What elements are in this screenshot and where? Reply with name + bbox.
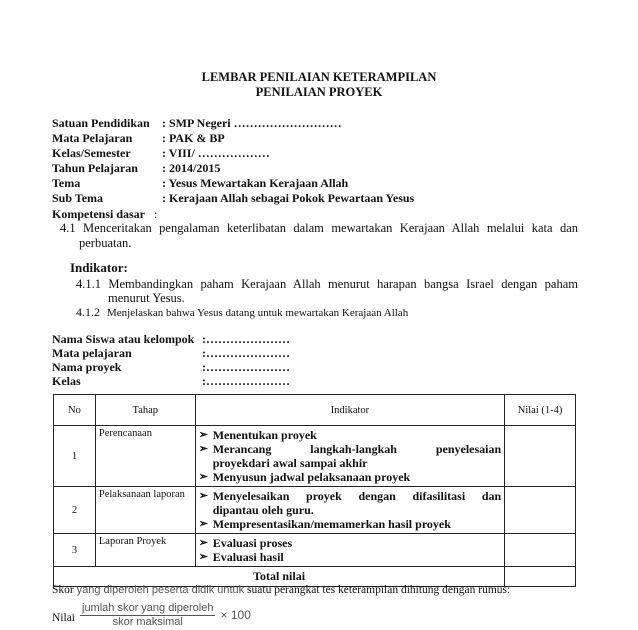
header-tahap: Tahap <box>95 395 195 426</box>
meta-label: Tema <box>52 176 81 190</box>
row-indicators <box>195 534 504 567</box>
student-label: Mata pelajaran <box>52 346 132 360</box>
meta-value: : PAK & BP <box>162 131 225 145</box>
meta-value: : Kerajaan Allah sebagai Pokok Pewartaan Yesus <box>162 191 415 205</box>
header-indikator: Indikator <box>195 395 504 426</box>
meta-label: Tahun Pelajaran <box>52 161 138 175</box>
table-row <box>54 534 576 567</box>
indicator-item: Merancang langkah-langkah penyelesaian <box>212 442 502 456</box>
student-label: Nama proyek <box>52 360 122 374</box>
indicator-item: Evaluasi proses <box>212 536 293 550</box>
student-label: Nama Siswa atau kelompok <box>52 332 195 346</box>
row-nilai[interactable] <box>505 534 576 567</box>
row-indicators <box>195 426 504 487</box>
student-value: :………………… <box>202 360 290 374</box>
skor-suffix: suatu perangkat tes keterampilan dihitung dengan rumus: <box>247 584 511 596</box>
arrow-bullet-icon: ➢ <box>198 471 208 483</box>
arrow-bullet-icon: ➢ <box>198 490 208 502</box>
indicator-item-cont: dipantau oleh guru. <box>212 503 314 517</box>
indikator-2-text: Menjelaskan bahwa Yesus datang untuk mewartakan Kerajaan Allah <box>107 307 409 319</box>
row-tahap: Laporan Proyek <box>95 534 195 567</box>
meta-label: Satuan Pendidikan <box>52 116 150 130</box>
arrow-bullet-icon: ➢ <box>198 518 208 530</box>
formula-multiplier: × 100 <box>220 608 251 622</box>
student-label: Kelas <box>52 374 81 388</box>
skor-grey-text: yang diperoleh peserta didik untuk <box>76 584 245 596</box>
row-number: 2 <box>54 487 96 534</box>
indicator-item: Evaluasi hasil <box>212 550 284 564</box>
nilai-label: Nilai <box>52 612 75 624</box>
meta-label: Sub Tema <box>52 191 104 205</box>
arrow-bullet-icon: ➢ <box>198 551 208 563</box>
skor-sentence <box>52 584 510 596</box>
row-number: 1 <box>54 426 96 487</box>
kd-line-1: 4.1 Menceritakan pengalaman keterlibatan dalam mewartakan Kerajaan Allah melalui kata dan <box>60 221 578 235</box>
indicator-item: Menyusun jadwal pelaksanaan proyek <box>212 470 411 484</box>
arrow-bullet-icon: ➢ <box>198 429 208 441</box>
row-nilai[interactable] <box>505 426 576 487</box>
header-nilai: Nilai (1-4) <box>505 395 576 426</box>
table-row <box>54 487 576 534</box>
kompetensi-heading <box>52 207 157 222</box>
arrow-bullet-icon: ➢ <box>198 443 208 455</box>
meta-value: : Yesus Mewartakan Kerajaan Allah <box>162 176 349 190</box>
row-indicators <box>195 487 504 534</box>
meta-value: : 2014/2015 <box>162 161 221 175</box>
indicator-item: Menentukan proyek <box>212 428 317 442</box>
indikator-1-line-1: 4.1.1 Membandingkan paham Kerajaan Allah menurut harapan bangsa Israel dengan paham <box>76 277 578 291</box>
meta-value: : VIII/ ……………… <box>162 146 270 160</box>
kompetensi-label: Kompetensi dasar <box>52 207 145 221</box>
header-no: No <box>54 395 96 426</box>
formula-numerator: jumlah skor yang diperoleh <box>82 602 214 614</box>
indikator-2 <box>76 305 408 320</box>
meta-label: Kelas/Semester <box>52 146 131 160</box>
indicator-item: Menyelesaikan proyek dengan difasilitasi dan <box>212 489 502 503</box>
row-tahap: Perencanaan <box>95 426 195 487</box>
row-nilai[interactable] <box>505 487 576 534</box>
indicator-item: Mempresentasikan/memamerkan hasil proyek <box>212 517 451 531</box>
student-value: :………………… <box>202 346 290 360</box>
indicator-item-cont: proyekdari awal sampai akhir <box>212 456 368 470</box>
student-value: :………………… <box>202 374 290 388</box>
indikator-1-line-2: menurut Yesus. <box>108 291 185 305</box>
total-value[interactable] <box>505 567 576 587</box>
assessment-table <box>53 394 576 587</box>
doc-title: LEMBAR PENILAIAN KETERAMPILAN <box>201 70 437 84</box>
indikator-heading: Indikator: <box>70 260 128 275</box>
row-number: 3 <box>54 534 96 567</box>
arrow-bullet-icon: ➢ <box>198 537 208 549</box>
meta-value: : SMP Negeri ……………………… <box>162 116 342 130</box>
kd-line-2: perbuatan. <box>79 236 132 250</box>
meta-label: Mata Pelajaran <box>52 131 133 145</box>
table-header-row <box>54 395 576 426</box>
skor-prefix: Skor <box>52 584 74 596</box>
student-value: :………………… <box>202 332 290 346</box>
total-label: Total nilai <box>54 567 505 587</box>
formula-denominator: skor maksimal <box>112 616 183 628</box>
kompetensi-colon: : <box>154 207 158 221</box>
indikator-2-number: 4.1.2 <box>76 305 100 319</box>
table-row <box>54 426 576 487</box>
formula <box>80 602 251 629</box>
row-tahap: Pelaksanaan laporan <box>95 487 195 534</box>
doc-subtitle: PENILAIAN PROYEK <box>255 85 383 99</box>
